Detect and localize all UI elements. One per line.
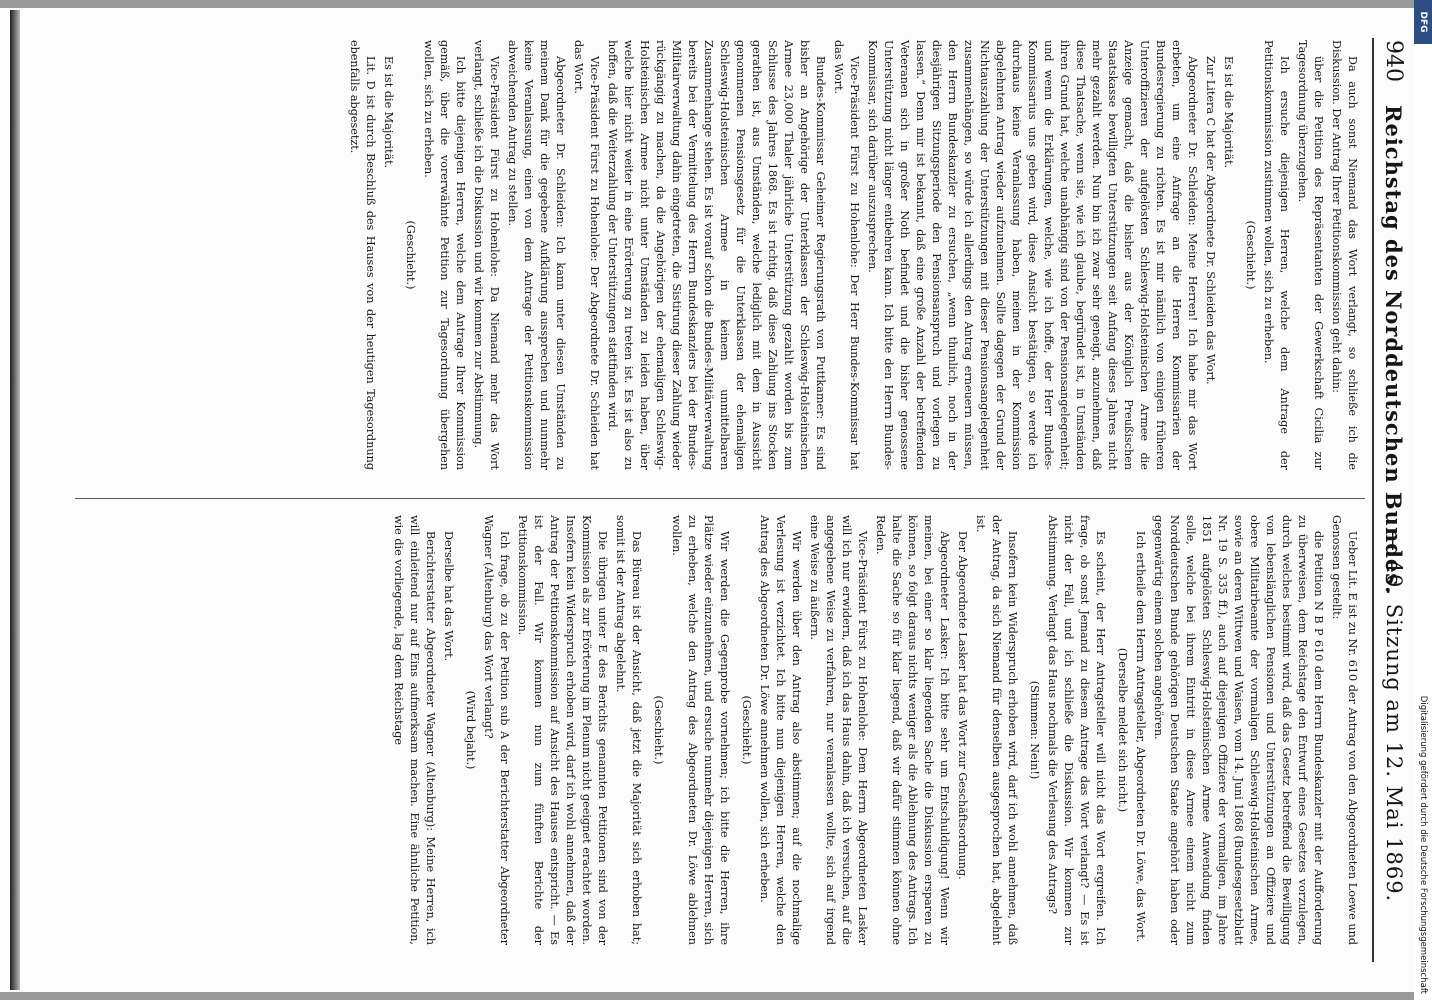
page-number: 940: [1381, 40, 1406, 82]
left-column: [346, 40, 1360, 470]
paragraph: Es ist die Majorität.: [382, 56, 395, 169]
document-page: [48, 10, 1420, 990]
paragraph: Ich ersuche diejenigen Herren, welche dem Antrage der Petitionskommission zustimmen wollen, sich zu erheben.: [1262, 40, 1291, 470]
paragraph: über die Petition des Repräsentanten der Gewerkschaft Cicilia zur Tagesordnung überzugehen.: [1296, 40, 1325, 470]
stage-direction: (Geschieht.): [652, 695, 665, 765]
paragraph: Das Büreau ist der Ansicht, daß jetzt die Majorität sich erhoben hat; somit ist der Antrag abgelehnt.: [614, 515, 643, 945]
digitization-sidebar: [1414, 0, 1432, 1000]
paragraph: Zur Litera C hat der Abgeordnete Dr. Schleiden das Wort.: [1204, 56, 1217, 385]
paragraph: Lit. D ist durch Beschluß des Hauses von der heutigen Tagesordnung ebenfalls abgesetzt.: [348, 40, 377, 470]
page-gutter-edge: [10, 10, 20, 990]
header-left-title: Reichstag des Norddeutschen Bundes.: [1381, 105, 1406, 595]
paragraph: Vice-Präsident Fürst zu Hohenlohe: Der Herr Bundes-Kommissar hat das Wort.: [832, 40, 861, 470]
column-divider: [75, 498, 1365, 499]
paragraph: Ich ertheile dem Herrn Antragsteller, Abgeordneten Dr. Löwe, das Wort.: [1134, 531, 1147, 943]
paragraph: Ueber Lit. E ist zu Nr. 610 der Antrag von den Abgeordneten Loewe und Genossen gestellt:: [1330, 515, 1359, 945]
paragraph: Die übrigen unter E des Berichts genannten Petitionen sind von der Kommission als zur Erörterung im Plenum nicht geeignet erachtet worden. Insofern kein Widerspruch erhoben wird, darf ich wohl annehmen, daß der Antrag der Petitionskommission auf Ansicht des Hauses entspricht. — Es ist der Fall. Wir kommen nun zum fünften Berichte der Petitionskommission.: [516, 515, 609, 945]
stage-direction: (Wird bejaht.): [464, 690, 477, 770]
header-rule: [1372, 38, 1374, 962]
paragraph: Insofern kein Widerspruch erhoben wird, darf ich wohl annehmen, daß der Antrag, da sich Niemand für denselben ausgesprochen hat, abgelehnt ist.: [974, 515, 1019, 945]
paragraph: Es scheint, der Herr Antragsteller will nicht das Wort ergreifen. Ich frage, ob sonst Jemand zu diesem Antrage das Wort verlangt? — Es ist nicht der Fall, und ich schließe die Diskussion. Wir kommen zur Abstimmung. Verlangt das Haus nochmals die Verlesung des Antrags?: [1046, 515, 1107, 945]
paragraph: Wir werden die Gegenprobe vornehmen; ich bitte die Herren, ihre Plätze wieder einzunehmen, und ersuche nunmehr diejenigen Herren, sich zu erheben, welche den Antrag des Abgeordneten Dr. Löwe ablehnen wollen.: [670, 515, 731, 945]
stage-direction: (Derselbe meldet sich nicht.): [1116, 647, 1129, 813]
paragraph: Vice-Präsident Fürst zu Hohenlohe: Dem Herrn Abgeordneten Lasker will ich nur erwidern, daß ich das Haus dahin, daß ich versuchen, auf die angegebene Weise zu verfahren, nur veranlassen wollte, sich auf irgend eine Weise zu äußern.: [808, 515, 869, 945]
paragraph: Berichterstatter Abgeordneter Wagner (Altenburg): Meine Herren, ich will einleitend nur auf Eins aufmerksam machen. Eine ähnliche Petition, wie die vorliegende, lag dem Reichstage: [392, 515, 437, 945]
header-right-title: — 40. Sitzung am 12. Mai 1869.: [1382, 530, 1406, 903]
paragraph: Da auch sonst Niemand das Wort verlangt, so schließe ich die Diskussion. Der Antrag Ihrer Petitionskommission geht dahin:: [1330, 40, 1359, 470]
scan-bottom-border: [0, 992, 1432, 1000]
paragraph: Wir werden über den Antrag also abstimmen; auf die nochmalige Verlesung ist verzichtet. Ich bitte nun diejenigen Herren, welche den Antrag des Abgeordneten Dr. Löwe annehmen wollen, sich erheben.: [758, 515, 803, 945]
paragraph: Vice-Präsident Fürst zu Hohenlohe: Der Abgeordnete Dr. Schleiden hat das Wort.: [572, 40, 601, 470]
right-column: [390, 515, 1360, 945]
stage-direction: (Geschieht.): [740, 695, 753, 765]
paragraph: Abgeordneter Lasker: Ich bitte sehr um Entschuldigung! Wenn wir meinen, bei einer so klar liegenden Sache die Diskussion ersparen zu können, so folgt daraus nichts weniger als die Ablehnung des Antrags. Ich halte die Sache so für klar liegend, daß wir dafür stimmen können ohne Reden.: [874, 515, 951, 945]
page-header: [1372, 10, 1412, 990]
paragraph: die Petition N B P 610 dem Herrn Bundeskanzler mit der Aufforderung zu überweisen, dem Reichstage den Entwurf eines Gesetzes vorzulegen, durch welches bestimmt wird, daß das Gesetz betreffend die Bewilligung von lebenslänglichen Pensionen und Unterstützungen an Offiziere und obere Militairbeamte der vormaligen Schleswig-Holsteinischen Armee, sowie an deren Wittwen und Waisen, vom 14. Juni 1868 (Bundesgesetzblatt Nr. 19 S. 335 ff.), auch auf diejenigen Offiziere der vormaligen, im Jahre 1851 aufgelösten Schleswig-Holsteinischen Armee Anwendung finden solle, welche bei ihrem Eintritt in diese Armee einem nicht zum Norddeutschen Bunde gehörigen Deutschen Staate angehört haben oder gegenwärtig einem solchen angehören.: [1152, 515, 1325, 945]
paragraph: Bundes-Kommissar Geheimer Regierungsrath von Puttkamer: Es sind bisher an Angehörige der Unterklassen der Schleswig-Holsteinischen Armee 23,000 Thaler jährliche Unterstützung gezahlt worden bis zum Schlusse des Jahres 1868. Es ist richtig, daß diese Zahlung ins Stocken gerathen ist, aus Umständen, welche lediglich mit dem in Aussicht genommenen Pensionsgesetz für die Unterklassen der ehemaligen Schleswig-Holsteinischen Armee in keinem unmittelbaren Zusammenhange stehen. Es ist vorauf schon die Bundes-Militärverwaltung bereits bei der Vermittelung des Herrn Bundeskanzlers bei der Bundes-Militairverwaltung dahin eingetreten, die Sistirung dieser Zahlung wieder rückgängig zu machen, da die Angehörigen der ehemaligen Schleswig-Holsteinischen Armee nicht unter Umständen zu leiden haben, über welche hier nicht weiter in eine Erörterung zu treten ist. Es ist also zu hoffen, daß die Weiterzahlung der Unterstützungen stattfinden wird.: [606, 40, 827, 470]
stage-direction: (Geschieht.): [1244, 220, 1257, 290]
paragraph: Vice-Präsident Fürst zu Hohenlohe: Da Niemand mehr das Wort verlangt, schließe ich die Diskussion und wir kommen zur Abstimmung.: [472, 40, 501, 470]
dfg-logo: [1414, 0, 1432, 44]
scan-top-border: [0, 0, 1432, 8]
paragraph: Der Abgeordnete Lasker hat das Wort zur Geschäftsordnung.: [956, 531, 969, 880]
paragraph: Ich frage, ob zu der Petition sub A der Berichterstatter Abgeordneter Wagner (Altenburg) das Wort verlangt?: [482, 515, 511, 945]
paragraph: Es ist die Majorität.: [1222, 56, 1235, 169]
paragraph: Abgeordneter Dr. Schleiden: Ich kann unter diesen Umständen zu meinem Dank für die gegebene Aufklärung aussprechen und nunmehr keine Veranlassung, einen von dem Antrage der Petitionskommission abweichenden Antrag zu stellen.: [506, 40, 567, 470]
stage-direction: (Stimmen: Nein!): [1028, 680, 1041, 780]
stage-direction: (Geschieht.): [404, 220, 417, 290]
digitization-credit: Digitalisierung gefördert durch die Deutsche Forschungsgemeinschaft: [1418, 695, 1428, 994]
dfg-logo-text: DFG: [1418, 11, 1428, 33]
paragraph: Abgeordneter Dr. Schleiden: Meine Herren! Ich habe mir das Wort erbeten, um eine Anfrage an die Herren Kommissarien der Bundesregierung zu richten. Es ist mir nämlich von einigen früheren Unteroffizieren der aufgelösten Schleswig-Holsteinischen Armee die Anzeige gemacht, daß die bisher aus der Königlich Preußischen Staatskasse bewilligten Unterstützungen seit Anfang dieses Jahres nicht mehr gezahlt werden. Nun bin ich zwar sehr geneigt, anzunehmen, daß diese Thatsache, wenn sie, wie ich glaube, begründet ist, in Umständen ihren Grund hat, welche unabhängig sind von der Pensionsangelegenheit; und wenn die Erklärungen, welche, wie ich hoffe, der Herr Bundes-Kommissarius uns geben wird, diese Ansicht bestätigen, so werde ich durchaus keine Veranlassung haben, meinen in der Kommission abgelehnten Antrag wieder aufzunehmen. Sollte dagegen der Grund der Nichtauszahlung der Unterstützungen mit dieser Pensionsangelegenheit zusammenhängen, so würde ich allerdings den Antrag erneuern müssen, den Herrn Bundeskanzler zu ersuchen, „wenn thunlich, noch in der diesjährigen Sitzungsperiode den Pensionsanspruch und vorlegen zu lassen.“ Denn mir ist bekannt, daß eine große Anzahl der betreffenden Veteranen sich in großer Noth befindet und die bisher genossene Unterstützung nicht länger entbehren kann. Ich bitte den Herrn Bundes-Kommissar, sich darüber auszusprechen.: [866, 40, 1199, 470]
paragraph: Derselbe hat das Wort.: [442, 531, 455, 662]
paragraph: Ich bitte diejenigen Herren, welche dem Antrage Ihrer Kommission gemäß, über die vorerwähnte Petition zur Tagesordnung übergehen wollen, sich zu erheben.: [422, 40, 467, 470]
